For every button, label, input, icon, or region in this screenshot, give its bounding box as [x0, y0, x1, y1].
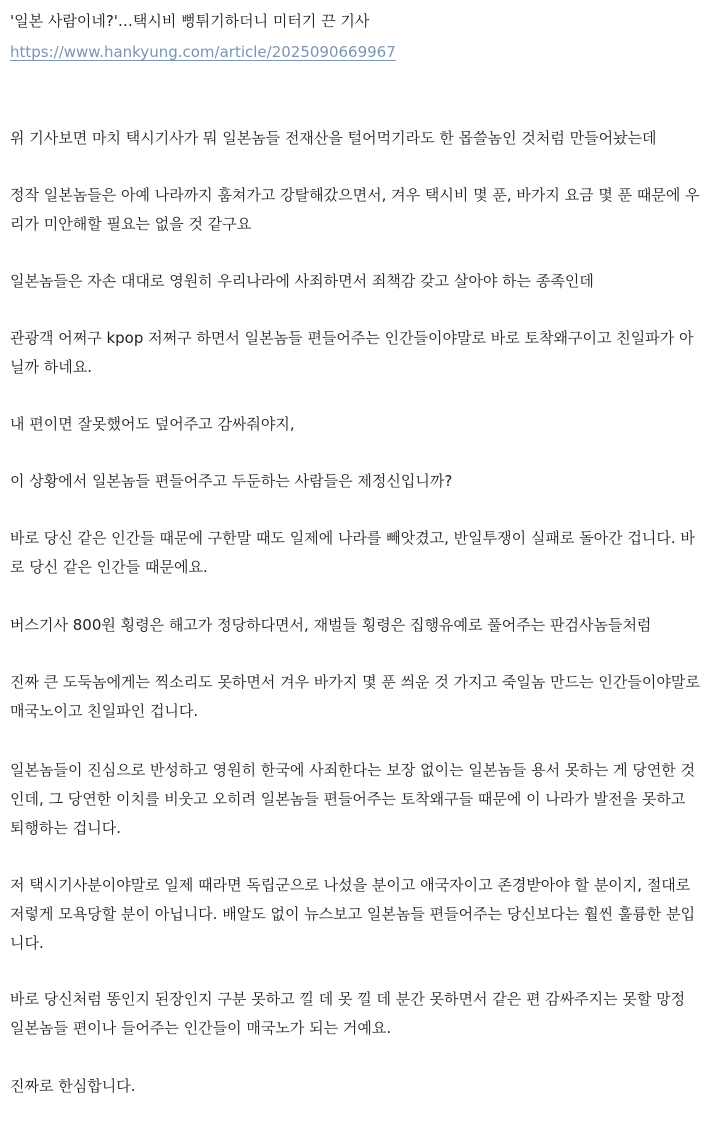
paragraph-5: 내 편이면 잘못했어도 덮어주고 감싸줘야지,: [10, 415, 295, 433]
paragraph-3: 일본놈들은 자손 대대로 영원히 우리나라에 사죄하면서 죄책감 갖고 살아야 하는 종족인데: [10, 272, 594, 290]
paragraph-8: 버스기사 800원 횡령은 해고가 정당하다면서, 재벌들 횡령은 집행유예로 풀어주는 판검사놈들처럼: [10, 616, 652, 634]
paragraph-7: 바로 당신 같은 인간들 때문에 구한말 때도 일제에 나라를 빼앗겼고, 반일투쟁이 실패로 돌아간 겁니다. 바로 당신 같은 인간들 때문에요.: [10, 529, 695, 576]
paragraph-13: 진짜로 한심합니다.: [10, 1077, 136, 1095]
paragraph-1: 위 기사보면 마치 택시기사가 뭐 일본놈들 전재산을 털어먹기라도 한 몹쓸놈인 것처럼 만들어놨는데: [10, 129, 657, 147]
paragraph-11: 저 택시기사분이야말로 일제 때라면 독립군으로 나섰을 분이고 애국자이고 존경받아야 할 분이지, 절대로 저렇게 모욕당할 분이 아닙니다. 배알도 없이 뉴스보고 일본놈들 편들어주는 당신보다는 훨씬 훌륭한 분입니다.: [10, 876, 696, 952]
paragraph-6: 이 상황에서 일본놈들 편들어주고 두둔하는 사람들은 제정신입니까?: [10, 472, 453, 490]
paragraph-9: 진짜 큰 도둑놈에게는 찍소리도 못하면서 겨우 바가지 몇 푼 씌운 것 가지고 죽일놈 만드는 인간들이야말로 매국노이고 친일파인 겁니다.: [10, 673, 700, 720]
paragraph-10: 일본놈들이 진심으로 반성하고 영원히 한국에 사죄한다는 보장 없이는 일본놈들 용서 못하는 게 당연한 것인데, 그 당연한 이치를 비웃고 오히려 일본놈들 편들어주는 토착왜구들 때문에 이 나라가 발전을 못하고 퇴행하는 겁니다.: [10, 761, 696, 837]
article-title: '일본 사람이네?'…택시비 뻥튀기하더니 미터기 끈 기사: [10, 12, 370, 30]
paragraph-4: 관광객 어쩌구 kpop 저쩌구 하면서 일본놈들 편들어주는 인간들이야말로 바로 토착왜구이고 친일파가 아닐까 하네요.: [10, 329, 694, 376]
article-link[interactable]: https://www.hankyung.com/article/2025090669967: [10, 43, 396, 61]
paragraph-2: 정작 일본놈들은 아예 나라까지 훔쳐가고 강탈해갔으면서, 겨우 택시비 몇 푼, 바가지 요금 몇 푼 때문에 우리가 미안해할 필요는 없을 것 같구요: [10, 186, 700, 233]
paragraph-12: 바로 당신처럼 똥인지 된장인지 구분 못하고 낄 데 못 낄 데 분간 못하면서 같은 편 감싸주지는 못할 망정 일본놈들 편이나 들어주는 인간들이 매국노가 되는 거예요.: [10, 990, 686, 1037]
